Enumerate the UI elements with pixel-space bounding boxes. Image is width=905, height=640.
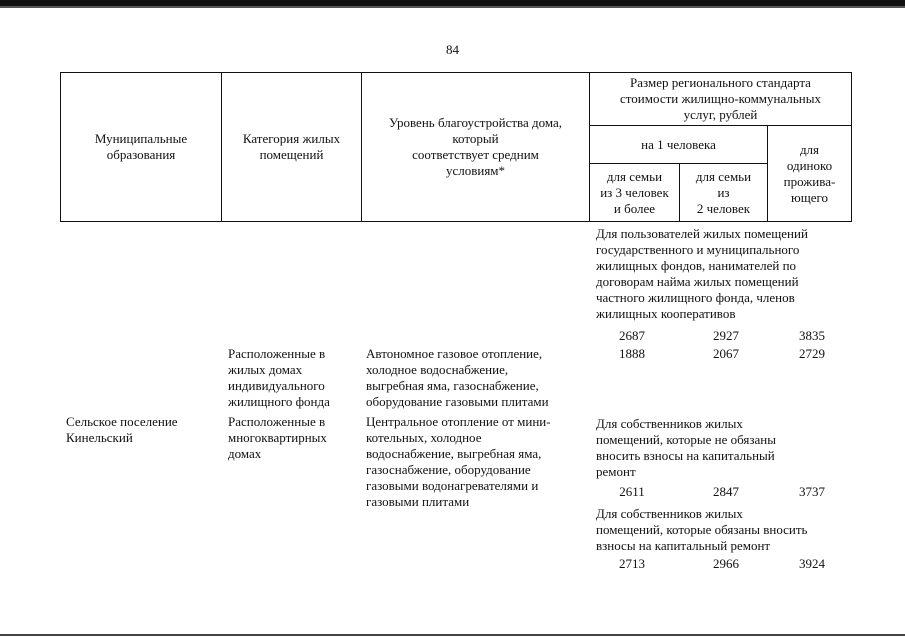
value-single: 3737 — [799, 484, 825, 499]
header-single-resident: для одиноко прожива- ющего — [783, 141, 836, 205]
value-single: 3924 — [799, 556, 825, 571]
group-users-title: Для пользователей жилых помещений государственного и муниципального жилищных фондов, нанимателей по договорам найма жилых помещений частного жилищного фонда, членов жилищных кооперативов — [596, 226, 808, 321]
header-family-2: для семьи из 2 человек — [695, 168, 752, 216]
category-individual-housing: Расположенные в жилых домах индивидуального жилищного фонда — [228, 346, 330, 409]
value-family-2: 2067 — [713, 346, 739, 361]
values-row — [602, 556, 854, 572]
header-municipality: Муниципальные образования — [94, 131, 188, 162]
page-number: 84 — [446, 42, 459, 57]
header-family-3: для семьи из 3 человек и более — [600, 168, 669, 216]
value-family-2: 2966 — [713, 556, 739, 571]
municipality-name: Сельское поселение Кинельский — [66, 414, 178, 445]
values-row — [602, 484, 854, 500]
value-family-3: 2687 — [619, 328, 645, 343]
header-per-person: на 1 человека — [641, 136, 716, 152]
values-row — [602, 328, 854, 344]
value-single: 3835 — [799, 328, 825, 343]
header-regional-standard: Размер регионального стандарта стоимости жилищно-коммунальных услуг, рублей — [620, 75, 821, 122]
value-family-3: 1888 — [619, 346, 645, 361]
values-row — [602, 346, 854, 362]
value-family-3: 2611 — [619, 484, 645, 499]
value-single: 2729 — [799, 346, 825, 361]
value-family-2: 2847 — [713, 484, 739, 499]
group-owners-repair-title: Для собственников жилых помещений, которые обязаны вносить взносы на капитальный ремонт — [596, 506, 808, 553]
table-header — [60, 72, 852, 222]
header-category: Категория жилых помещений — [242, 131, 341, 162]
value-family-3: 2713 — [619, 556, 645, 571]
group-owners-no-repair-title: Для собственников жилых помещений, которые не обязаны вносить взносы на капитальный ремонт — [596, 416, 776, 479]
scan-edge-bottom — [0, 634, 905, 636]
amenity-central-heating: Центральное отопление от мини- котельных, холодное водоснабжение, выгребная яма, газоснабжение, оборудование газовыми водонагревателями и газовыми плитами — [366, 414, 551, 509]
amenity-autonomous-gas: Автономное газовое отопление, холодное водоснабжение, выгребная яма, газоснабжение, оборудование газовыми плитами — [366, 346, 549, 409]
value-family-2: 2927 — [713, 328, 739, 343]
scan-edge-top-shadow — [0, 6, 905, 8]
header-amenity-level: Уровень благоустройства дома, который соответствует средним условиям* — [388, 115, 563, 178]
category-apartment-buildings: Расположенные в многоквартирных домах — [228, 414, 327, 461]
